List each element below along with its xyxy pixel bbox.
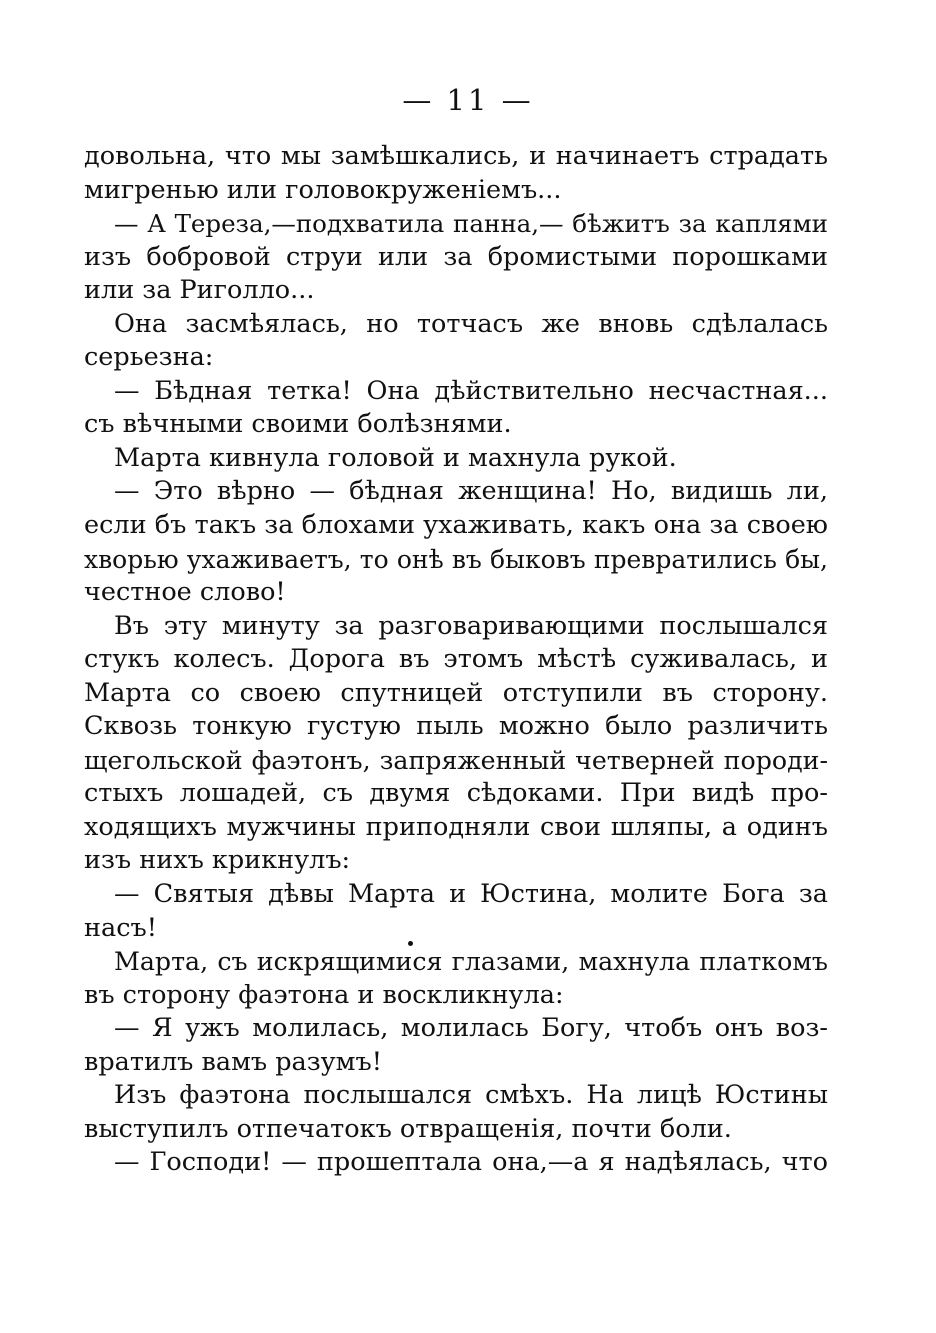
text-line: довольна, что мы замѣшкались, и начинаетъ страдать bbox=[84, 141, 828, 171]
text-line: Марта со своею спутницей отступили въ сторону. bbox=[84, 677, 828, 708]
text-line: серьезна: bbox=[84, 342, 214, 373]
text-line: или за Риголло... bbox=[84, 275, 315, 306]
text-line: вратилъ вамъ разумъ! bbox=[84, 1046, 382, 1077]
text-line: съ вѣчными своими болѣзнями. bbox=[84, 409, 512, 440]
text-line: щегольской фаэтонъ, запряженный четверней породи- bbox=[84, 745, 828, 775]
text-line: Въ эту минуту за разговаривающими послышался bbox=[114, 610, 828, 641]
text-line: — Это вѣрно — бѣдная женщина! Но, видишь ли, bbox=[114, 476, 828, 507]
text-line: — Господи! — прошептала она,—а я надѣялась, что bbox=[114, 1147, 828, 1178]
text-line: въ сторону фаэтона и воскликнула: bbox=[84, 979, 564, 1010]
text-line: Марта кивнула головой и махнула рукой. bbox=[114, 442, 677, 473]
text-line: если бъ такъ за блохами ухаживать, какъ она за своею bbox=[84, 510, 828, 541]
text-line: Изъ фаэтона послышался смѣхъ. На лицѣ Юстины bbox=[114, 1080, 828, 1111]
text-line: Сквозь тонкую густую пыль можно было различить bbox=[84, 711, 828, 742]
text-line: выступилъ отпечатокъ отвращенія, почти боли. bbox=[84, 1113, 732, 1144]
text-line: — А Тереза,—подхватила панна,— бѣжитъ за каплями bbox=[114, 209, 828, 239]
text-line: мигренью или головокруженіемъ... bbox=[84, 174, 562, 205]
ink-speck bbox=[408, 941, 413, 946]
text-line: насъ! bbox=[84, 912, 157, 943]
text-line: — Святыя дѣвы Марта и Юстина, молите Бога за bbox=[114, 879, 828, 910]
text-line: стукъ колесъ. Дорога въ этомъ мѣстѣ суживалась, и bbox=[84, 644, 828, 675]
text-line: — Я ужъ молилась, молилась Богу, чтобъ онъ воз- bbox=[114, 1013, 828, 1044]
text-line: честное слово! bbox=[84, 577, 286, 608]
text-line: Она засмѣялась, но тотчасъ же вновь сдѣлалась bbox=[114, 308, 828, 339]
text-line: — Бѣдная тетка! Она дѣйствительно несчастная... bbox=[114, 375, 828, 406]
text-line: хворью ухаживаетъ, то онѣ въ быковъ превратились бы, bbox=[84, 544, 828, 574]
text-line: изъ нихъ крикнулъ: bbox=[84, 845, 351, 876]
body-text bbox=[84, 140, 828, 1180]
text-line: стыхъ лошадей, съ двумя сѣдоками. При видѣ про- bbox=[84, 778, 828, 809]
page-number: — 11 — bbox=[402, 83, 534, 117]
text-line: изъ бобровой струи или за бромистыми порошками bbox=[84, 241, 828, 272]
text-line: Марта, съ искрящимися глазами, махнула платкомъ bbox=[114, 947, 828, 977]
text-line: ходящихъ мужчины приподняли свои шляпы, а одинъ bbox=[84, 811, 828, 842]
